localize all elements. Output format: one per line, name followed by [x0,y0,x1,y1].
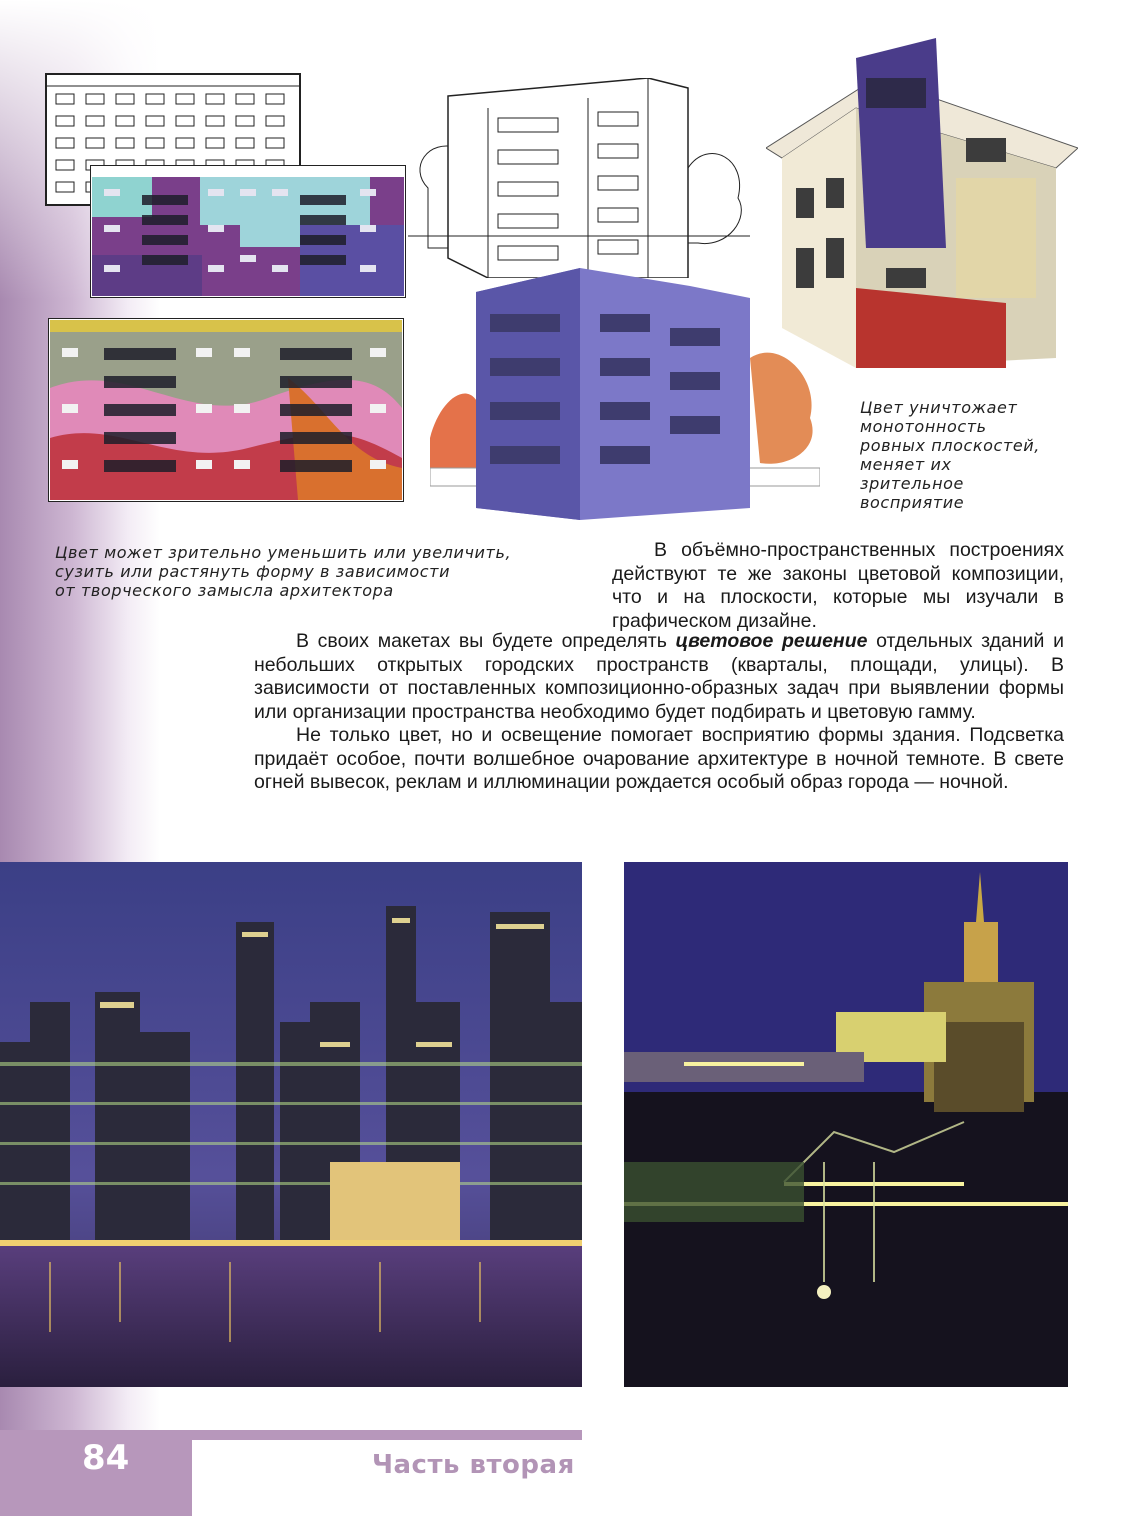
part-title: Часть вторая [372,1450,575,1480]
footer-accent-line [192,1430,582,1440]
paragraph-1: В объёмно-пространственных построениях действуют те же законы цветовой композиции, что и на плоскости, которые мы изучали в графическом дизайне. [612,539,1064,632]
illustration-colored-facade [90,165,406,298]
page-footer [0,1430,1129,1516]
caption-right: Цвет уничтожает монотонность ровных плоскостей, меняет их зрительное восприятие [860,398,1040,512]
illustration-line-building [408,78,750,278]
paragraph-1-block [612,539,1064,633]
photo-night-highrise [624,862,1068,1387]
illustration-purple-building [430,268,820,520]
illustration-cream-building [766,38,1078,378]
main-text-block [254,630,1064,795]
bold-term: цветовое решение [675,630,868,652]
photo-night-skyline [0,862,582,1387]
illustration-wavy-facade [48,318,404,502]
paragraph-3: Не только цвет, но и освещение помогает восприятию формы здания. Подсветка придаёт особое, почти волшебное очарование архитектуре в ночной темноте. В свете огней вывесок, реклам и иллюминации рождается особый образ города — ночной. [254,724,1064,793]
page-number: 84 [82,1438,130,1478]
paragraph-2: В своих макетах вы будете определять цветовое решение отдельных зданий и небольших открытых городских пространств (кварталы, площади, улицы). В зависимости от поставленных композиционно-образных задач при выявлении формы или организации пространства необходимо будет подбирать и цветовую гамму. [254,630,1064,723]
caption-left: Цвет может зрительно уменьшить или увеличить, сузить или растянуть форму в зависимости от творческого замысла архитектора [55,543,512,600]
